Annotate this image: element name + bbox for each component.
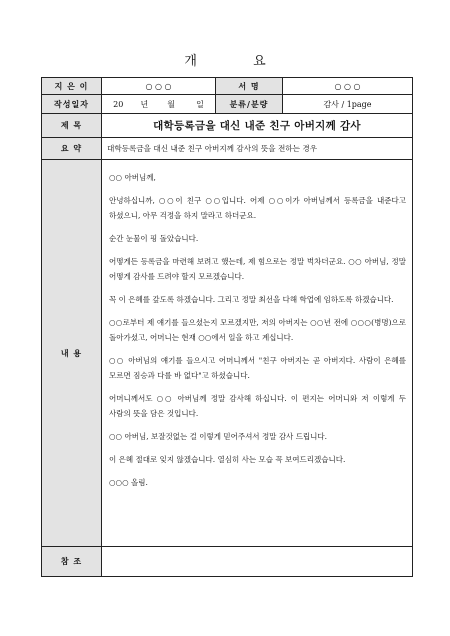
content-paragraph: 어머니께서도 ○○ 아버님께 정말 감사해 하십니다. 이 편지는 어머니와 저 이렇게 두 사람의 뜻을 담은 것입니다.	[109, 394, 406, 418]
signature-label: 서 명	[216, 78, 283, 95]
date-year-unit: 년	[140, 99, 149, 109]
date-year: 20	[113, 99, 124, 109]
content-body[interactable]	[102, 160, 413, 547]
overview-table	[41, 77, 413, 577]
content-paragraph: ○○ 아버님의 얘기를 들으시고 어머니께서 "친구 아버지는 곧 아버지다. 사람이 은혜를 모르면 짐승과 다를 바 없다"고 하셨습니다.	[109, 356, 406, 380]
content-row	[42, 160, 413, 547]
date-day-unit: 일	[196, 99, 204, 109]
reference-value[interactable]	[102, 547, 413, 577]
author-row	[42, 78, 413, 95]
content-paragraph: 꼭 이 은혜를 갚도록 하겠습니다. 그리고 정말 최선을 다해 학업에 임하도록 하겠습니다.	[109, 295, 394, 304]
signature-value[interactable]: ○ ○ ○	[283, 78, 413, 95]
summary-value[interactable]: 대학등록금을 대신 내준 친구 아버지께 감사의 뜻을 전하는 경우	[102, 138, 413, 160]
content-paragraph: ○○○ 올림.	[109, 478, 148, 487]
content-paragraph: 순간 눈물이 핑 돌았습니다.	[109, 234, 199, 243]
content-paragraph: 어떻게든 등록금을 마련해 보려고 했는데, 제 힘으로는 정말 벅차더군요. ○○ 아버님, 정말 어떻게 감사를 드려야 할지 모르겠습니다.	[109, 257, 406, 281]
content-paragraph: ○○ 아버님, 보잘것없는 걸 이렇게 믿어주셔서 정말 감사 드립니다.	[109, 432, 328, 441]
subject-value[interactable]: 대학등록금을 대신 내준 친구 아버지께 감사	[102, 114, 413, 138]
author-value[interactable]: ○ ○ ○	[102, 78, 216, 95]
reference-row	[42, 547, 413, 577]
date-row	[42, 95, 413, 114]
document-title: 개 요	[184, 54, 292, 69]
content-paragraph: 안녕하십니까, ○○이 친구 ○○입니다. 어제 ○○이가 아버님께서 등록금을 내준다고 하셨으니, 아무 걱정을 하지 말라고 하더군요.	[109, 196, 406, 220]
reference-label: 참 조	[42, 547, 102, 577]
summary-row	[42, 138, 413, 160]
subject-row	[42, 114, 413, 138]
category-value[interactable]: 감사 / 1page	[283, 95, 413, 114]
date-value[interactable]	[102, 95, 216, 114]
date-month-unit: 월	[167, 99, 175, 109]
author-label: 지 은 이	[42, 78, 102, 95]
summary-label: 요 약	[42, 138, 102, 160]
content-paragraph: ○○ 아버님께,	[109, 173, 156, 182]
date-label: 작성일자	[42, 95, 102, 114]
content-label: 내 용	[42, 160, 102, 547]
subject-label: 제 목	[42, 114, 102, 138]
content-paragraph: 이 은혜 절대로 잊지 않겠습니다. 열심히 사는 모습 꼭 보여드리겠습니다.	[109, 455, 346, 464]
category-label: 분류/분량	[216, 95, 283, 114]
content-paragraph: ○○로부터 제 얘기를 들으셨는지 모르겠지만, 저의 아버지는 ○○년 전에 ○○○(병명)으로 돌아가셨고, 어머니는 현재 ○○에서 일을 하고 계십니다.	[109, 318, 406, 342]
